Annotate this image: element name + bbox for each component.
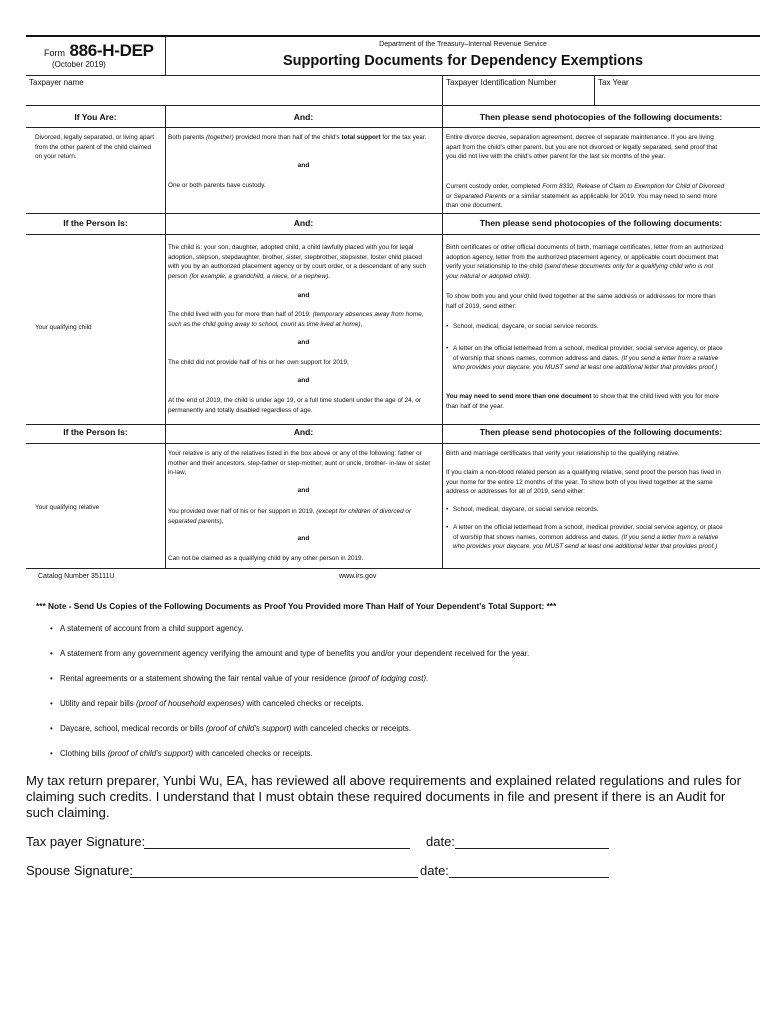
top-rule <box>26 35 760 37</box>
col-header-person: If the Person Is: <box>63 427 128 437</box>
note-item: Rental agreements or a statement showing the fair rental value of your residence (proof of lodging cost). <box>60 674 429 683</box>
doc-more-than-one: You may need to send more than one document to show that the child lived with you for more than half of the year. <box>446 393 719 410</box>
taxpayer-signature-label: Tax payer Signature: <box>26 834 146 849</box>
person-qualifying-relative: Your qualifying relative <box>35 504 100 511</box>
taxpayer-name-label: Taxpayer name <box>29 78 84 87</box>
and-label: and <box>297 377 310 384</box>
rule <box>26 127 760 128</box>
tin-label: Taxpayer Identification Number <box>446 78 557 87</box>
bullet: • <box>446 323 449 330</box>
doc-birth-certificates: Birth certificates or other official documents of birth, marriage certificates, letter from an authorized adoption agency, letter from the authorized placement agency, or applicable court document that verify your relationship to the child (send these documents only for a qualifying child who is not your natural or adopted child). <box>446 244 724 280</box>
doc-divorce-decree: Entire divorce decree, separation agreement, decree of separate maintenance. If you are living apart from the child's other parent, but you are not divorced or legally separated, send proof that you did not live with the child's other parent for the last six months of the year. <box>446 134 718 161</box>
condition-lived-with: The child lived with you for more than half of 2019; (temporary absences away from home, such as the child going away to school, count as time lived at home), <box>168 311 424 328</box>
page-title: Supporting Documents for Dependency Exemptions <box>282 53 644 69</box>
website: www.irs.gov <box>339 573 377 580</box>
condition-not-claimed: Can not be claimed as a qualifying child by any other person in 2019. <box>168 555 364 562</box>
condition-relative-list: Your relative is any of the relatives listed in the box above or any of the following: father or mother and their ancestors, step-father or step-mother, aunt or uncle, brother- in-law or sister in-law, <box>168 450 431 477</box>
bullet: • <box>446 345 449 352</box>
date-line[interactable] <box>449 877 609 878</box>
bullet: • <box>50 624 53 633</box>
note-heading: *** Note - Send Us Copies of the Following Documents as Proof You Provided more Than Half of Your Dependent's Total Support: *** <box>36 601 557 611</box>
and-label: and <box>297 339 310 346</box>
bullet: • <box>446 524 449 531</box>
note-item: Clothing bills (proof of child's support) with canceled checks or receipts. <box>60 749 313 758</box>
col-header-person: If the Person Is: <box>63 218 128 228</box>
doc-custody-order: Current custody order, completed Form 8332, Release of Claim to Exemption for Child of Divorced or Separated Parents or a similar statement as applicable for 2019. You may need to send more than one document. <box>446 183 725 210</box>
doc-birth-marriage: Birth and marriage certificates that verify your relationship to the qualifying relative. <box>446 450 680 457</box>
doc-letterhead: A letter on the official letterhead from a school, medical provider, social service agency, or place of worship that shows names, common address and dates. (If you send a letter from a relative who provides your daycare, you MUST send at least one additional letter that provides proof.) <box>453 345 723 372</box>
divider <box>594 75 595 105</box>
divider <box>442 213 443 424</box>
note-item: Utility and repair bills (proof of household expenses) with canceled checks or receipts. <box>60 699 364 708</box>
tax-year-label: Tax Year <box>598 78 629 87</box>
doc-records: School, medical, daycare, or social service records. <box>453 323 599 330</box>
note-item: Daycare, school, medical records or bills (proof of child's support) with canceled checks or receipts. <box>60 724 412 733</box>
date-label: date: <box>426 834 455 849</box>
condition-custody: One or both parents have custody. <box>168 182 266 189</box>
col-header-and: And: <box>293 112 314 122</box>
spouse-signature-label: Spouse Signature: <box>26 863 133 878</box>
col-header-documents: Then please send photocopies of the following documents: <box>479 427 723 437</box>
rule <box>26 75 760 76</box>
condition-total-support: Both parents (together) provided more than half of the child's total support for the tax year. <box>168 134 427 141</box>
col-header-and: And: <box>293 218 314 228</box>
note-item: A statement of account from a child support agency. <box>60 624 244 633</box>
date-label: date: <box>420 863 449 878</box>
and-label: and <box>297 487 310 494</box>
divider <box>442 424 443 568</box>
doc-letterhead: A letter on the official letterhead from a school, medical provider, social service agency, or place of worship that shows names, common address and dates. (If you send a letter from a relative who provides your daycare, you MUST send at least one additional letter that provides proof.) <box>453 524 723 551</box>
department: Department of the Treasury–Internal Revenue Service <box>379 41 547 48</box>
col-header-documents: Then please send photocopies of the following documents: <box>479 218 723 228</box>
person-qualifying-child: Your qualifying child <box>35 324 92 331</box>
rule <box>26 568 760 569</box>
bullet: • <box>50 649 53 658</box>
and-label: and <box>297 535 310 542</box>
doc-lived-together: To show both you and your child lived together at the same address or addresses for more than half of 2019, send either: <box>446 293 716 310</box>
col-header-and: And: <box>293 427 314 437</box>
bullet: • <box>50 749 53 758</box>
condition-age: At the end of 2019, the child is under age 19, or a full time student under the age of 24, or permanently and totally disabled regardless of age. <box>168 397 421 414</box>
status-divorced: Divorced, legally separated, or living apart from the other parent of the child claimed on your return. <box>35 134 154 161</box>
and-label: and <box>297 292 310 299</box>
doc-non-blood: If you claim a non-blood related person as a qualifying relative, send proof the person has lived in your home for the entire 12 months of the year. To show both of you lived together at the same address or addresses for all of 2019, send either: <box>446 469 721 496</box>
col-header-if-you-are: If You Are: <box>74 112 117 122</box>
col-header-documents: Then please send photocopies of the following documents: <box>479 112 723 122</box>
rule <box>26 234 760 235</box>
rule <box>26 213 760 214</box>
rule <box>26 443 760 444</box>
spouse-signature-line[interactable] <box>130 877 418 878</box>
doc-records: School, medical, daycare, or social service records. <box>453 506 599 513</box>
and-label: and <box>297 162 310 169</box>
taxpayer-signature-line[interactable] <box>144 848 410 849</box>
catalog-number: Catalog Number 35111U <box>38 573 115 580</box>
condition-own-support: The child did not provide half of his or her own support for 2019, <box>168 359 349 366</box>
divider <box>165 213 166 424</box>
rule <box>26 105 760 106</box>
bullet: • <box>446 506 449 513</box>
condition-relationship: The child is: your son, daughter, adopted child, a child lawfully placed with you for legal adoption, stepson, stepdaughter, brother, sister, stepbrother, stepsister, foster child placed with you by an authorized placement agency or by court order, or a descendant of any such person (for example, a grandchild, a niece, or a nephew). <box>168 244 427 280</box>
divider <box>442 75 443 105</box>
note-item: A statement from any government agency verifying the amount and type of benefits you and/or your dependent received for the year. <box>60 649 530 658</box>
divider <box>165 424 166 568</box>
preparer-statement: My tax return preparer, Yunbi Wu, EA, has reviewed all above requirements and explained related regulations and rules for claiming such credits. I understand that I must obtain these required documents in file and present if there is an Audit for such claiming. <box>26 773 741 820</box>
form-date: (October 2019) <box>52 60 106 69</box>
bullet: • <box>50 724 53 733</box>
date-line[interactable] <box>455 848 609 849</box>
bullet: • <box>50 674 53 683</box>
condition-over-half-support: You provided over half of his or her support in 2019, (except for children of divorced or separated parents), <box>168 508 412 525</box>
form-number: Form 886-H-DEP <box>44 41 154 60</box>
bullet: • <box>50 699 53 708</box>
rule <box>26 424 760 425</box>
